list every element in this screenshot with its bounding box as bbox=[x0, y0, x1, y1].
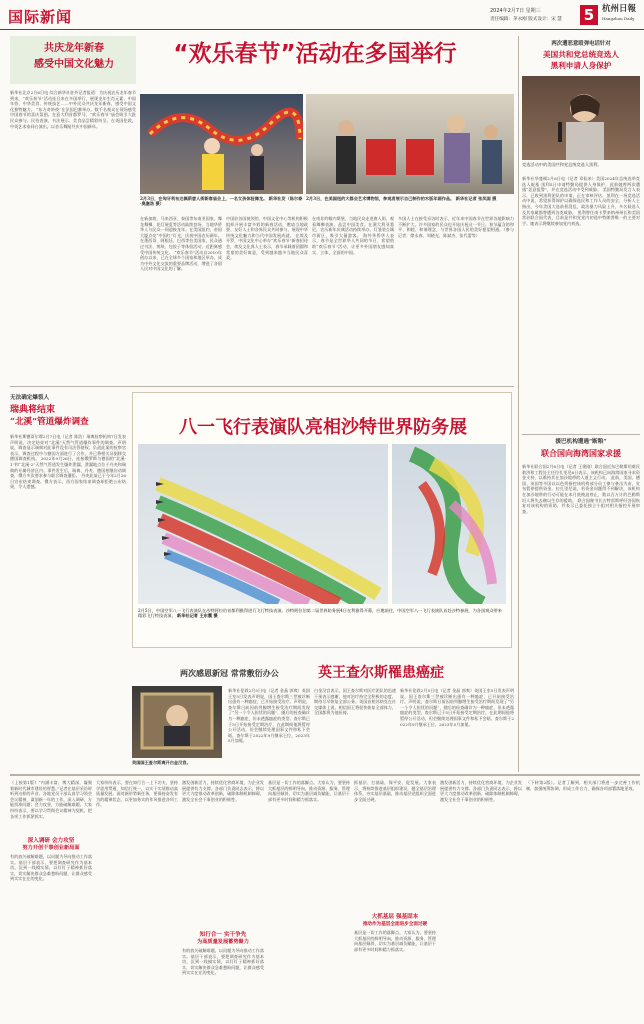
right-kicker-1: 两次遭恶意殴弹电话针对 bbox=[551, 41, 611, 47]
lead-kicker-1: 共庆龙年新春 bbox=[44, 43, 104, 54]
haley-photo-caption: 竞选活动中的美国共和党总统竞选人黑利。 bbox=[522, 162, 602, 167]
dragon-dance-illustration bbox=[140, 94, 303, 194]
column-divider bbox=[518, 36, 519, 772]
smoke-heart-illustration bbox=[392, 444, 506, 604]
bottom-col6: 激发创新活力，持续优化营商环境，为企业发展提供有力支撑。各部门负责同志表示，将以更大力度推动改革创新，破除体制机制障碍，激发全社会干事创业的积极性。 bbox=[440, 780, 522, 802]
left-story-headline-2: “北溪”管道爆炸调查 bbox=[10, 417, 89, 427]
bottom-head-1: 深入调研 会力攻坚 bbox=[27, 838, 75, 844]
issue-date: 2024年2月7日 星期三 bbox=[490, 8, 541, 14]
bottom-col1-body: 有的放矢破解难题，以问题为导向推动工作落实。基层干部表示，要把调查研究作为基本功，沉到一线摸实情，以钉钉子精神抓好落实，切实解决群众急难愁盼问题，让群众感受到实实在在的变化。 bbox=[10, 854, 92, 882]
photo-haley bbox=[522, 76, 640, 160]
photo1-credit: 新华社发（陈尔泰·奥塞洛 摄） bbox=[140, 196, 303, 207]
divider bbox=[10, 386, 514, 387]
candidate-portrait-illustration bbox=[522, 76, 640, 160]
bottom-col5-top: 抓基层、打基础，保平安、促发展。大家表示，将持续推进基层组织建设，健全基层治理体系，夯实基层基础，推动基层党组织全面进步全面过硬。 bbox=[354, 780, 436, 802]
lead-body-col4: 在南非约翰内斯堡，当地民众走进唐人街，观看舞狮表演、品尝中国美食。在澳大利亚悉尼，农历新年庆典活动持续举办，灯笼装点城市街区，吸引大量游客。 海外华侨华人表示，春节是全世界华人共同的节日，希望借助“欢乐春节”活动，让更多外国朋友感知真实、立体、全面的中国。 bbox=[312, 216, 394, 255]
section-title: 国际新闻 bbox=[8, 8, 73, 26]
bottom-head-2b: 为高质量发展蓄势聚力 bbox=[197, 939, 249, 945]
left-story-body: 新华社斯德哥尔摩2月7日电（记者 陈浩）瑞典检察机构7日发表声明说，决定结束对“北溪”天然气管道爆炸事件的调查。声明说，调查显示瑞典对此事件没有司法管辖权。负责此案的检察官表示，调查过程中与德国方面进行了合作，并已将相关证据移交德国调查机构。 2022年9月26日，连接俄罗斯与德国的“北溪-1”和“北溪-2”天然气管道发生爆炸泄漏，泄漏地点位于丹麦和瑞典的专属经济区内。事件发生后，瑞典、丹麦、德国相继启动调查，俄方多次要求参与联合调查遭拒。 丹麦此前已于今年2月26日宣布结束调查。俄方表示，西方国家结束调查却拒绝公布结果，令人遗憾。 bbox=[10, 434, 126, 490]
king-body-col1: 新华社伦敦2月5日电（记者 金晶 郭爽）英国王室5日发表声明说，国王查尔斯三世被诊断出患有一种癌症，已开始接受治疗。声明说，查尔斯日前因前列腺增生接受治疗期间发现了“另一个令人担忧的问题”，随后的检查确诊为一种癌症，但未透露癌症的类型。查尔斯已于5日开始接受定期治疗，在此期间他将暂停公开活动，但会继续处理国事文件和私下会晤。查尔斯于2022年9月继承王位，2023年5月加冕。 bbox=[228, 688, 310, 744]
page-header bbox=[0, 0, 644, 30]
haley-body: 新华社华盛顿2月6日电（记者 邓仙来）美国2024年总统选举竞选人妮基·黑利5日申请特勤局提供人身保护，此前她曾两次遭遇“恶意报警”，并在竞选活动中受到威胁。 美国特勤局发言人表示，已收到黑利团队的申请，正在审核评估。黑利在一场竞选活动中说，希望获得保护以确保选民和工作人员的安全。分析人士指出，今年美国大选前景混乱，政治暴力风险上升，多名候选人及其家属都曾遭到各类威胁。 黑利曾任南卡罗来纳州州长和美国常驻联合国代表，目前是共和党党内初选中特朗普唯一的主要对手。她表示将继续参加党内初选。 bbox=[522, 176, 640, 226]
feature-credit: 新华社记者 王东震 摄 bbox=[177, 613, 218, 619]
feature-caption: 2月5日，中国空军八一飞行表演队在沙特阿拉伯首都利雅得进行飞行特技表演。沙特阿拉伯第二届世界防务展4日在利雅得开幕，应邀前往，中国空军八一飞行表演队首赴沙特参展，为各国观众带来精彩飞行特技表演。 bbox=[138, 608, 502, 619]
bottom-col5-body: 基层是一切工作的落脚点。大家认为，要坚持大抓基层的鲜明导向，推动资源、服务、管理向基层倾斜，切实为基层减负赋能，让基层干部有更多时间和精力抓落实。 bbox=[354, 930, 436, 952]
paper-name-en: Hangzhou Daily bbox=[602, 16, 635, 21]
lead-body-col2: 在新加坡、马来西亚、泰国等东南亚国家，舞龙舞狮、花灯展览等活动陆续登场，当地华侨华人与民众一同迎接龙年。在美国纽约，帝国大厦点亮“中国红”灯光，庆祝中国农历新年。在墨西哥、阿根廷、巴西等拉美国家，民众通过书法、剪纸、包饺子等体验活动，近距离感受中国传统文化。 “欢乐春节”活动自2010年创办以来，已在全球多个国家和地区举办，成为中外文化交流的重要品牌活动，增进了各国人民对中国文化的了解。 bbox=[140, 216, 222, 272]
bottom-head-3: 大抓基层 强基固本 bbox=[371, 914, 419, 920]
lead-body-col5: 多国人士在接受采访时表示，近年来中国春节在世界各地影响力不断扩大，许多国家的民众也开始庆祝这一节日。春节蕴含的和平、和睦、和谐理念，与世界各国人民的美好愿望相通。（参与记者：徐永春、刘晓光、陈斌杰、张代蕾等） bbox=[398, 216, 514, 238]
bottom-col7: （下转第2版）。记者了解到，相关部门将进一步完善工作机制，加强统筹协调，形成工作合力，确保各项部署落地见效。 bbox=[526, 780, 640, 791]
photo1-caption bbox=[140, 196, 303, 212]
king-body-col2: 白金汉宫表示，国王查尔斯对医疗团队的迅速干预表示感谢，他对治疗持完全积极的态度，期待尽早恢复全部公务。英国首相苏纳克在社交媒体上说，相信国王将很快恢复全部体力，全国都将为他祈祷。 bbox=[314, 688, 396, 716]
bottom-col3-body: 有的放矢破解难题，以问题为导向推动工作落实。基层干部表示，要把调查研究作为基本功，沉到一线摸实情，以钉钉子精神抓好落实，切实解决群众急难愁盼问题，让群众感受到实实在在的变化。 bbox=[182, 948, 264, 976]
right-kicker-2: 援巴机构遭遇“断粮” bbox=[555, 439, 607, 445]
lead-body-col1: 新华社北京2月6日电 综合新华社驻外记者报道：为庆祝农历龙年春节到来，“欢乐春节”活动连日来在多国举行，展现龙年生肖元素、中国年俗、中华美食、传统技艺……中外民众共庆龙年新春，感受中国文化独特魅力。 “东方奇妙夜”在法国巴黎举办，数千名观众在现场感受中国春节的喜庆氛围。在意大利首都罗马，“欢乐春节”庙会吸引大批民众参与，民俗表演、书法展示、美食品尝精彩纷呈。在英国伦敦，中英艺术家同台演出，以音乐舞蹈共庆中国新年。 bbox=[10, 90, 136, 129]
photo-ny-met-museum bbox=[306, 94, 514, 194]
editor-credits: 责任编辑：茅永刚 版式设计：宋 慧 bbox=[490, 17, 562, 22]
bottom-head-2: 知行合一 实干争先 bbox=[199, 932, 247, 938]
photo-aerobatic-jets bbox=[138, 444, 388, 604]
right-headline-1b: 黑利申请人身保护 bbox=[550, 61, 612, 70]
left-story-kicker: 无法确定爆裂人 bbox=[10, 395, 50, 401]
divider bbox=[522, 434, 640, 435]
photo1-caption-text: 2月3日，在匈牙利布达佩斯唐人街新春庙会上，一名女孩体验舞龙。 bbox=[140, 196, 268, 201]
lead-kicker-2: 感受中国文化魅力 bbox=[34, 59, 114, 70]
feature-caption-block bbox=[138, 608, 506, 644]
paper-masthead bbox=[602, 5, 636, 23]
lead-headline: “欢乐春节”活动在多国举行 bbox=[173, 41, 457, 67]
right-headline-1a: 美国共和党总统竞选人 bbox=[543, 50, 619, 59]
bottom-head-1b: 努力开创干事创业新局面 bbox=[22, 845, 80, 851]
paper-name: 杭州日報 bbox=[602, 4, 637, 14]
photo-king-charles bbox=[132, 686, 222, 758]
king-kicker: 两次感恩新冠 常常敷衍办公 bbox=[180, 668, 279, 678]
car-window-illustration bbox=[132, 686, 222, 758]
woodblock-print-illustration bbox=[306, 94, 514, 194]
photo2-caption-text: 2月3日，在美国纽约大都会艺术博物馆，参观者展示自己制作的木版年画作品。 bbox=[306, 196, 455, 201]
photo2-caption bbox=[306, 196, 514, 212]
king-photo-caption: 英国国王查尔斯离开白金汉宫。 bbox=[132, 760, 191, 765]
bottom-col3-top: 激发创新活力，持续优化营商环境，为企业发展提供有力支撑。各部门负责同志表示，将以更大力度推动改革创新，破除体制机制障碍，激发全社会干事创业的积极性。 bbox=[182, 780, 264, 802]
bottom-col1-top: （上接第1版）“内涵丰富、博大精深，凝聚着新时代城市建设的智慧。”记者在基层采访时听到这样的声音。各地党员干部认真学习领会会议精神，谋划新一年的工作。深入调研，方能找准问题；会力攻坚，方能破解难题。大家纷纷表示，要以学习贯彻会议精神为契机，把各项工作抓紧抓实。 bbox=[10, 780, 92, 819]
bottom-divider bbox=[10, 774, 640, 776]
jet-smoke-illustration bbox=[138, 444, 388, 604]
feature-headline: 八一飞行表演队亮相沙特世界防务展 bbox=[179, 417, 467, 438]
photo-aerobatic-heart bbox=[392, 444, 506, 604]
king-headline: 英王查尔斯罹患癌症 bbox=[318, 665, 444, 681]
photo2-credit: 新华社记者 张凤国 摄 bbox=[455, 196, 497, 201]
right-headline-2: 联合国向海湾国家求援 bbox=[541, 448, 621, 458]
bottom-col4: 基层是一切工作的落脚点。大家认为，要坚持大抓基层的鲜明导向，推动资源、服务、管理向基层倾斜，切实为基层减负赋能，让基层干部有更多时间和精力抓落实。 bbox=[268, 780, 350, 802]
bottom-head-3b: 推动作为基层全面进步全面过硬 bbox=[362, 922, 428, 927]
page-number: 5 bbox=[580, 5, 598, 25]
king-body-col3: 新华社伦敦2月5日电（记者 金晶 郭爽）英国王室5日发表声明说，国王查尔斯三世被诊断出患有一种癌症，已开始接受治疗。声明说，查尔斯日前因前列腺增生接受治疗期间发现了“另一个令人担忧的问题”，随后的检查确诊为一种癌症，但未透露癌症的类型。查尔斯已于5日开始接受定期治疗，在此期间他将暂停公开活动，但会继续处理国事文件和私下会晤。查尔斯于2022年9月继承王位，2023年5月加冕。 bbox=[400, 688, 514, 727]
left-story-headline-1: 瑞典将结束 bbox=[10, 405, 56, 415]
unrwa-body: 新华社联合国2月6日电（记者 王建刚）联合国近东巴勒斯坦难民救济和工程处主任拉扎里尼6日表示，该机构已向海湾国家寻求资金支持，以维持其在加沙地带的人道主义行动。 此前，美国、德国、英国等多国以以色列指控该机构部分员工参与袭击为由，宣布暂停提供资金。拉扎里尼说，若资金问题得不到解决，该机构在加沙地带的行动可能在本月底被迫停止，数以百万计的巴勒斯坦人将失去赖以生存的援助。 联合国秘书长古特雷斯呼吁各国恢复对该机构的资助，并表示已委托独立小组对相关指控开展审查。 bbox=[522, 464, 640, 514]
photo-budapest-dragon bbox=[140, 94, 303, 194]
bottom-col2: 大家纷纷表示，要在知行合一上下功夫，坚持学思用贯通、知信行统一，以实干实绩推动高质量发展。面对新形势新任务，要保持奋发有为的精神状态，以更加务实的作风推进各项工作。 bbox=[96, 780, 178, 808]
lead-body-col3: 中国驻各国使领馆、中国文化中心等机构积极组织开展丰富多彩的新春活动，邀请当地政要、友好人士和各界民众共同参与，展现中华传统文化魅力和当代中国发展成就。 在埃及开罗，中国文化中心举办“欢乐春节”新春招待会，埃及文化界人士表示，春节承载着团圆和希望的美好寓意，受到越来越多当地民众喜爱。 bbox=[226, 216, 308, 261]
